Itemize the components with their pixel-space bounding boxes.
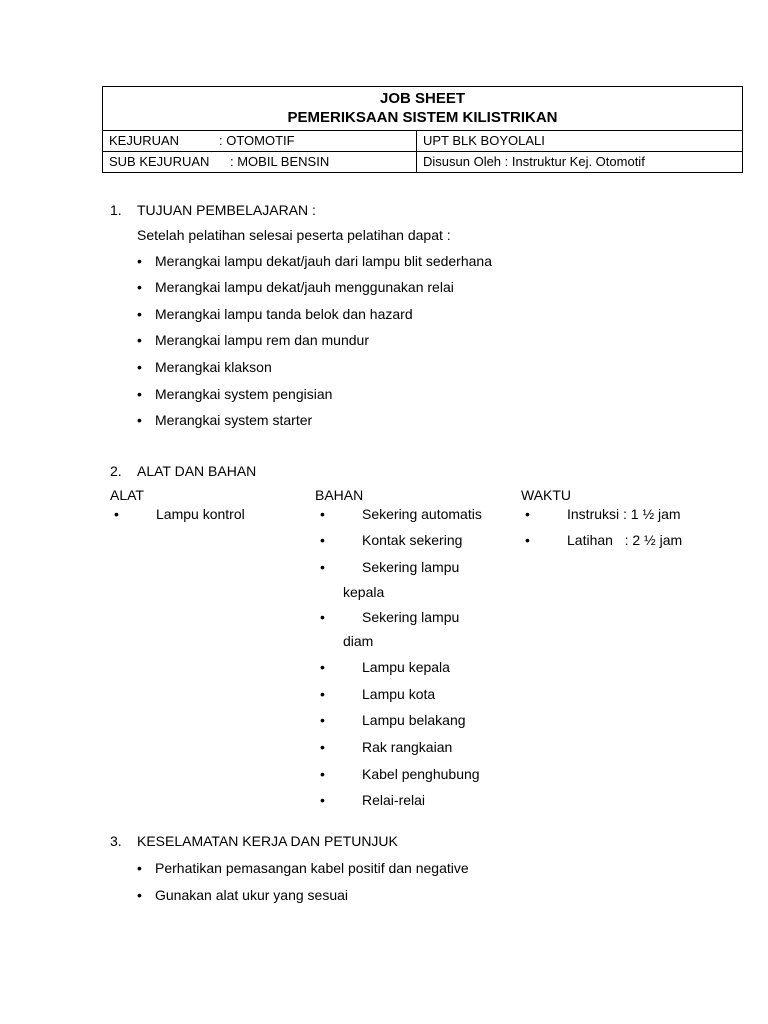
bullet-icon: • [137,359,142,375]
bullet-icon: • [137,253,142,269]
bullet-icon: • [320,712,325,728]
waktu-item: • Instruksi : 1 ½ jam [525,506,681,522]
alat-heading: ALAT [110,487,144,503]
list-item: • Merangkai system pengisian [137,386,333,402]
bullet-icon: • [137,386,142,402]
bahan-item: • Lampu kota [320,686,436,702]
sub-kejuruan-cell [103,152,417,173]
bullet-icon: • [525,506,530,522]
bullet-icon: • [114,506,119,522]
bullet-icon: • [320,739,325,755]
kejuruan-cell [103,131,417,152]
section-3-title: KESELAMATAN KERJA DAN PETUNJUK [137,833,398,849]
bullet-icon: • [320,506,325,522]
title-cell [103,87,743,131]
section-1-heading [110,201,316,219]
bahan-item: • Sekering lampu [320,559,460,575]
list-item: • Merangkai system starter [137,412,313,428]
bahan-item: • Sekering lampu [320,609,460,625]
section-2-title: ALAT DAN BAHAN [137,463,257,479]
bahan-item: • Kontak sekering [320,532,463,548]
bullet-icon: • [320,686,325,702]
bullet-icon: • [137,279,142,295]
list-item: • Merangkai lampu tanda belok dan hazard [137,306,413,322]
section-1-number: 1. [110,202,122,218]
sub-kejuruan-label: SUB KEJURUAN [109,154,210,169]
bahan-item: • Kabel penghubung [320,766,480,782]
waktu-heading: WAKTU [521,487,572,503]
kejuruan-value: : OTOMOTIF [219,133,295,148]
bullet-icon: • [320,766,325,782]
section-3-heading [110,832,398,850]
list-item: • Merangkai lampu dekat/jauh dari lampu blit sederhana [137,253,492,269]
sub-kejuruan-value: : MOBIL BENSIN [230,154,330,169]
bullet-icon: • [137,332,142,348]
bullet-icon: • [525,532,530,548]
title-line-2: PEMERIKSAAN SISTEM KILISTRIKAN [287,109,558,126]
alat-item: • Lampu kontrol [114,506,245,522]
waktu-item: • Latihan : 2 ½ jam [525,532,683,548]
kejuruan-label: KEJURUAN [109,133,180,148]
list-item: • Merangkai klakson [137,359,272,375]
bullet-icon: • [320,609,325,625]
bullet-icon: • [137,412,142,428]
bullet-icon: • [320,659,325,675]
bullet-icon: • [320,792,325,808]
bullet-icon: • [320,532,325,548]
bahan-item-continuation: diam [343,633,374,649]
institution-cell: UPT BLK BOYOLALI [417,131,743,152]
bahan-item-continuation: kepala [343,584,385,600]
list-item: • Merangkai lampu dekat/jauh menggunakan relai [137,279,454,295]
bullet-icon: • [320,559,325,575]
section-1-title: TUJUAN PEMBELAJARAN : [137,202,316,218]
bullet-icon: • [137,887,142,903]
section-2-number: 2. [110,463,122,479]
author-cell: Disusun Oleh : Instruktur Kej. Otomotif [417,152,743,173]
title-line-1: JOB SHEET [379,90,466,107]
list-item: • Merangkai lampu rem dan mundur [137,332,369,348]
bahan-item: • Lampu kepala [320,659,450,675]
header-table [102,86,743,173]
bahan-item: • Relai-relai [320,792,426,808]
list-item: • Perhatikan pemasangan kabel positif dan negative [137,860,469,876]
bahan-heading: BAHAN [315,487,364,503]
section-3-number: 3. [110,833,122,849]
section-1-intro: Setelah pelatihan selesai peserta pelatihan dapat : [137,227,451,243]
bullet-icon: • [137,306,142,322]
bahan-item: • Lampu belakang [320,712,466,728]
bahan-item: • Sekering automatis [320,506,482,522]
bullet-icon: • [137,860,142,876]
bahan-item: • Rak rangkaian [320,739,453,755]
section-2-heading [110,462,256,480]
list-item: • Gunakan alat ukur yang sesuai [137,887,349,903]
